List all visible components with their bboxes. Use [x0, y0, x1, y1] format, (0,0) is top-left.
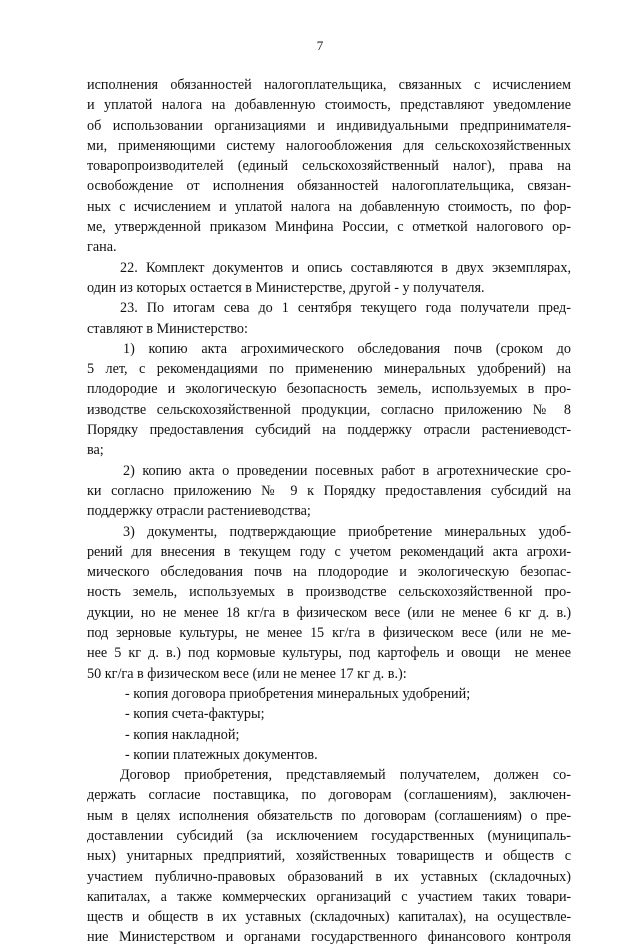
text-line: ществ и обществ в их уставных (складочных) капиталах), на осуществле-: [87, 909, 571, 926]
text-line: ва;: [87, 442, 104, 459]
list-item: - копия накладной;: [125, 726, 240, 743]
text-line: ставляют в Министерство:: [87, 320, 248, 337]
text-line: участием публично-правовых образований в их уставных (складочных): [87, 868, 571, 885]
text-line: ние Министерством и органами государственного финансового контроля: [87, 929, 571, 946]
text-line: под зерновые культуры, не менее 15 кг/га в физическом весе (или не ме-: [87, 625, 571, 642]
paragraph-23-start: 23. По итогам сева до 1 сентября текущего года получатели пред-: [120, 300, 571, 317]
text-line: ных с исчислением и уплатой налога на добавленную стоимость, по фор-: [87, 198, 571, 215]
item-1-start: 1) копию акта агрохимического обследования почв (сроком до: [123, 340, 571, 357]
text-line: держать согласие поставщика, по договорам (соглашениям), заключен-: [87, 787, 571, 804]
paragraph-22-start: 22. Комплект документов и опись составляются в двух экземплярах,: [120, 259, 571, 276]
text-line: освобождение от исполнения обязанностей налогоплательщика, связан-: [87, 178, 571, 195]
list-item: - копия счета-фактуры;: [125, 706, 265, 723]
text-line: 50 кг/га в физическом весе (или не менее 17 кг д. в.):: [87, 665, 407, 682]
text-line: нее 5 кг д. в.) под кормовые культуры, под картофель и овощи не менее: [87, 645, 571, 662]
text-line: 5 лет, с рекомендациями по применению минеральных удобрений) на: [87, 361, 571, 378]
list-item: - копия договора приобретения минеральных удобрений;: [125, 685, 471, 702]
text-line: ным в целях исполнения обязательств по договорам (соглашениям) о пре-: [87, 807, 571, 824]
text-line: рений для внесения в текущем году с учетом рекомендаций акта агрохи-: [87, 543, 571, 560]
text-line: товаропроизводителей (единый сельскохозяйственный налог), права на: [87, 158, 571, 175]
page-number: 7: [316, 38, 324, 53]
text-line: ки согласно приложению № 9 к Порядку предоставления субсидий на: [87, 482, 571, 499]
text-line: доставлении субсидий (за исключением государственных (муниципаль-: [87, 827, 571, 844]
text-line: Порядку предоставления субсидий на поддержку отрасли растениеводст-: [87, 422, 571, 439]
item-3-start: 3) документы, подтверждающие приобретение минеральных удоб-: [123, 523, 571, 540]
text-line: исполнения обязанностей налогоплательщика, связанных с исчислением: [87, 77, 571, 93]
text-line: дукции, но не менее 18 кг/га в физическом весе (или не менее 6 кг д. в.): [87, 604, 571, 621]
paragraph-contract-start: Договор приобретения, представляемый получателем, должен со-: [120, 767, 571, 784]
text-line: об использовании организациями и индивидуальными предпринимателя-: [87, 117, 571, 134]
text-line: ме, утвержденной приказом Минфина России, с отметкой налогового ор-: [87, 219, 571, 236]
document-body: [87, 75, 571, 948]
text-line: изводстве сельскохозяйственной продукции, согласно приложению № 8: [87, 401, 571, 418]
item-2-start: 2) копию акта о проведении посевных работ в агротехнические сро-: [123, 462, 571, 479]
text-line: ми, применяющими систему налогообложения для сельскохозяйственных: [87, 137, 571, 154]
text-line: капиталах, а также коммерческих организаций с участием таких товари-: [87, 888, 571, 905]
text-line: ных) унитарных предприятий, хозяйственных товариществ и обществ с: [87, 848, 571, 865]
text-line: ность земель, используемых в производстве сельскохозяйственной про-: [87, 584, 571, 601]
text-line: мического обследования почв на плодородие и экологическую безопас-: [87, 564, 571, 581]
text-line: гана.: [87, 239, 117, 256]
text-line: и уплатой налога на добавленную стоимость, представляют уведомление: [87, 97, 571, 114]
text-line: плодородие и экологическую безопасность земель, используемых в про-: [87, 381, 571, 398]
list-item: - копии платежных документов.: [125, 746, 318, 763]
text-line: один из которых остается в Министерстве, другой - у получателя.: [87, 279, 485, 296]
text-line: поддержку отрасли растениеводства;: [87, 503, 311, 520]
